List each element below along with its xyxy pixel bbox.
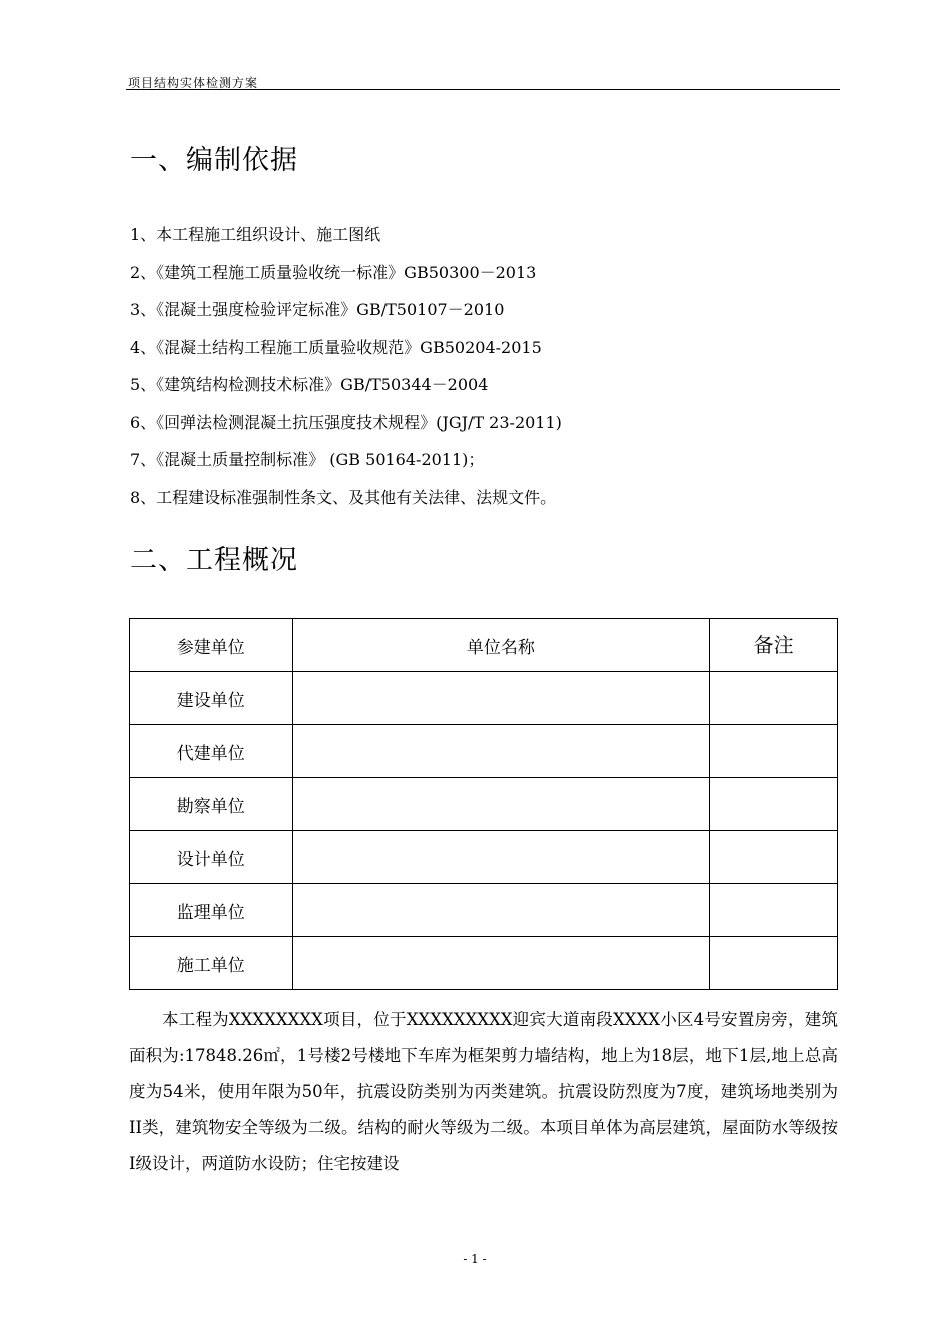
project-overview-paragraph: 本工程为XXXXXXXX项目，位于XXXXXXXXX迎宾大道南段XXXX小区4号安置房旁，建筑面积为:17848.26㎡，1号楼2号楼地下车库为框架剪力墙结构，地上为18层，地下1层,地上总高度为54米，使用年限为50年，抗震设防类别为丙类建筑。抗震设防烈度为7度，建筑场地类别为II类，建筑物安全等级为二级。结构的耐火等级为二级。本项目单体为高层建筑，屋面防水等级按I级设计，两道防水设防；住宅按建设	[129, 1010, 838, 1173]
column-header-unit-name: 单位名称	[292, 619, 710, 672]
table-row	[130, 672, 838, 725]
unit-name-cell	[292, 672, 710, 725]
section-heading-overview: 二、工程概况	[130, 545, 298, 576]
section-heading-basis: 一、编制依据	[130, 145, 298, 176]
reference-item: 1、本工程施工组织设计、施工图纸	[130, 225, 381, 244]
table-header-row	[130, 619, 838, 672]
remarks-cell	[710, 884, 838, 937]
unit-name-cell	[292, 831, 710, 884]
unit-type-cell: 勘察单位	[130, 778, 293, 831]
unit-type-cell: 监理单位	[130, 884, 293, 937]
remarks-cell	[710, 725, 838, 778]
unit-name-cell	[292, 725, 710, 778]
participating-units-table	[129, 618, 838, 990]
unit-name-cell	[292, 884, 710, 937]
unit-type-cell: 施工单位	[130, 937, 293, 990]
unit-type-cell: 建设单位	[130, 672, 293, 725]
unit-name-cell	[292, 778, 710, 831]
table-row	[130, 937, 838, 990]
unit-type-cell: 设计单位	[130, 831, 293, 884]
unit-name-cell	[292, 937, 710, 990]
unit-type-cell: 代建单位	[130, 725, 293, 778]
remarks-cell	[710, 831, 838, 884]
table-row	[130, 831, 838, 884]
table-row	[130, 884, 838, 937]
reference-item: 8、工程建设标准强制性条文、及其他有关法律、法规文件。	[130, 487, 557, 507]
reference-item: 2、《建筑工程施工质量验收统一标准》GB50300－2013	[130, 262, 537, 282]
remarks-cell	[710, 937, 838, 990]
reference-item: 4、《混凝土结构工程施工质量验收规范》GB50204-2015	[130, 337, 542, 357]
remarks-cell	[710, 778, 838, 831]
running-header: 项目结构实体检测方案	[128, 76, 259, 90]
reference-list	[130, 222, 562, 522]
remarks-cell	[710, 672, 838, 725]
column-header-unit-type: 参建单位	[130, 619, 293, 672]
page-number: - 1 -	[463, 1252, 487, 1266]
reference-item: 5、《建筑结构检测技术标准》GB/T50344－2004	[130, 375, 489, 394]
header-divider	[126, 89, 840, 90]
table-row	[130, 725, 838, 778]
column-header-remarks: 备注	[710, 619, 838, 672]
reference-item: 3、《混凝土强度检验评定标准》GB/T50107－2010	[130, 300, 505, 319]
table-row	[130, 778, 838, 831]
reference-item: 7、《混凝土质量控制标准》 (GB 50164-2011)；	[130, 450, 485, 469]
reference-item: 6、《回弹法检测混凝土抗压强度技术规程》(JGJ/T 23-2011)	[130, 412, 562, 432]
